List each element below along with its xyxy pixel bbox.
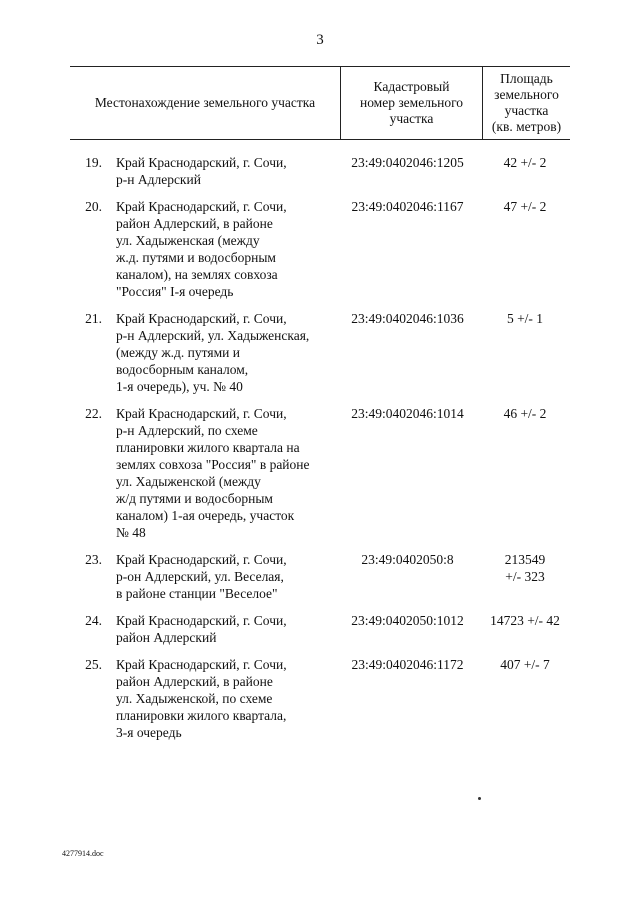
row-number: 25. bbox=[85, 657, 102, 672]
row-area bbox=[480, 405, 570, 541]
row-location bbox=[110, 154, 335, 188]
header-cadastral-line: номер земельного bbox=[359, 95, 464, 110]
location-line: землях совхоза "Россия" в районе bbox=[116, 457, 310, 472]
area-line: 46 +/- 2 bbox=[503, 406, 547, 421]
row-cadastral-number: 23:49:0402046:1167 bbox=[351, 199, 464, 214]
header-cadastral-line: участка bbox=[389, 111, 434, 126]
row-number: 20. bbox=[85, 199, 102, 214]
row-cadastral-number: 23:49:0402046:1172 bbox=[351, 657, 464, 672]
area-line: 407 +/- 7 bbox=[500, 657, 550, 672]
location-line: № 48 bbox=[116, 525, 146, 540]
location-line: Край Краснодарский, г. Сочи, bbox=[116, 155, 287, 170]
row-location bbox=[110, 551, 335, 602]
row-location bbox=[110, 310, 335, 395]
table-row bbox=[70, 551, 570, 602]
row-area bbox=[480, 154, 570, 188]
area-line: +/- 323 bbox=[505, 569, 545, 584]
row-area bbox=[480, 656, 570, 741]
row-location bbox=[110, 405, 335, 541]
row-area bbox=[480, 612, 570, 646]
location-line: каналом), на землях совхоза bbox=[116, 267, 278, 282]
header-cadastral-line: Кадастровый bbox=[373, 79, 450, 94]
row-number: 22. bbox=[85, 406, 102, 421]
header-area bbox=[483, 67, 570, 139]
row-number: 24. bbox=[85, 613, 102, 628]
location-line: ул. Хадыженской (между bbox=[116, 474, 261, 489]
row-cadastral-number: 23:49:0402046:1205 bbox=[351, 155, 464, 170]
row-area bbox=[480, 551, 570, 602]
header-area-line: Площадь bbox=[500, 71, 553, 86]
location-line: р-он Адлерский, ул. Веселая, bbox=[116, 569, 284, 584]
location-line: район Адлерский, в районе bbox=[116, 674, 273, 689]
area-line: 213549 bbox=[504, 552, 546, 567]
location-line: р-н Адлерский, по схеме bbox=[116, 423, 258, 438]
row-number: 19. bbox=[85, 155, 102, 170]
location-line: р-н Адлерский bbox=[116, 172, 201, 187]
location-line: ул. Хадыженской, по схеме bbox=[116, 691, 273, 706]
document-filename: 4277914.doc bbox=[62, 849, 104, 858]
location-line: водосборным каналом, bbox=[116, 362, 249, 377]
location-line: "Россия" I-я очередь bbox=[116, 284, 234, 299]
location-line: Край Краснодарский, г. Сочи, bbox=[116, 657, 287, 672]
area-line: 5 +/- 1 bbox=[506, 311, 544, 326]
location-line: район Адлерский bbox=[116, 630, 217, 645]
area-line: 14723 +/- 42 bbox=[490, 613, 560, 628]
location-line: Край Краснодарский, г. Сочи, bbox=[116, 406, 287, 421]
table-body bbox=[70, 140, 570, 741]
scan-speck bbox=[478, 797, 481, 800]
location-line: Край Краснодарский, г. Сочи, bbox=[116, 199, 287, 214]
row-cadastral-number: 23:49:0402046:1036 bbox=[351, 311, 464, 326]
location-line: 1-я очередь), уч. № 40 bbox=[116, 379, 243, 394]
row-area bbox=[480, 198, 570, 300]
location-line: в районе станции "Веселое" bbox=[116, 586, 278, 601]
location-line: ул. Хадыженская (между bbox=[116, 233, 260, 248]
table-row bbox=[70, 612, 570, 646]
row-area bbox=[480, 310, 570, 395]
row-location bbox=[110, 198, 335, 300]
area-line: 47 +/- 2 bbox=[503, 199, 547, 214]
location-line: 3-я очередь bbox=[116, 725, 182, 740]
table-row bbox=[70, 656, 570, 741]
location-line: каналом) 1-ая очередь, участок bbox=[116, 508, 295, 523]
table-row bbox=[70, 198, 570, 300]
row-number: 23. bbox=[85, 552, 102, 567]
row-number: 21. bbox=[85, 311, 102, 326]
location-line: р-н Адлерский, ул. Хадыженская, bbox=[116, 328, 310, 343]
header-location bbox=[70, 67, 340, 139]
row-cadastral-number: 23:49:0402046:1014 bbox=[351, 406, 464, 421]
location-line: ж.д. путями и водосборным bbox=[116, 250, 276, 265]
location-line: Край Краснодарский, г. Сочи, bbox=[116, 613, 287, 628]
table-header bbox=[70, 66, 570, 140]
location-line: ж/д путями и водосборным bbox=[116, 491, 273, 506]
location-line: Край Краснодарский, г. Сочи, bbox=[116, 311, 287, 326]
header-area-line: участка bbox=[504, 103, 549, 118]
area-line: 42 +/- 2 bbox=[503, 155, 547, 170]
row-location bbox=[110, 656, 335, 741]
location-line: (между ж.д. путями и bbox=[116, 345, 240, 360]
header-area-line: земельного bbox=[494, 87, 559, 102]
land-plots-table bbox=[70, 66, 570, 751]
header-location-text: Местонахождение земельного участка bbox=[94, 95, 316, 110]
location-line: планировки жилого квартала на bbox=[116, 440, 300, 455]
table-row bbox=[70, 405, 570, 541]
location-line: планировки жилого квартала, bbox=[116, 708, 287, 723]
row-cadastral-number: 23:49:0402050:1012 bbox=[351, 613, 464, 628]
row-location bbox=[110, 612, 335, 646]
page-number: 3 bbox=[316, 32, 324, 48]
location-line: Край Краснодарский, г. Сочи, bbox=[116, 552, 287, 567]
location-line: район Адлерский, в районе bbox=[116, 216, 273, 231]
header-cadastral bbox=[341, 67, 482, 139]
table-row bbox=[70, 154, 570, 188]
table-row bbox=[70, 310, 570, 395]
row-cadastral-number: 23:49:0402050:8 bbox=[361, 552, 454, 567]
header-area-line: (кв. метров) bbox=[491, 119, 562, 134]
